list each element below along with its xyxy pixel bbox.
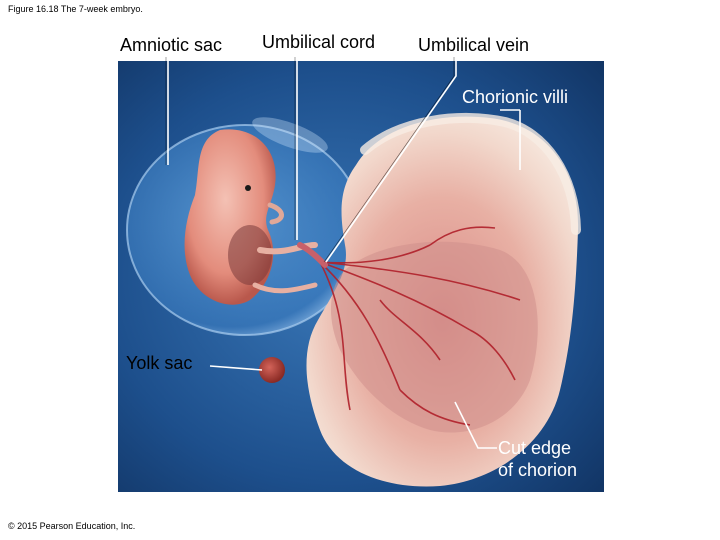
label-cut-edge-of-chorion (498, 437, 608, 481)
figure-caption: Figure 16.18 The 7-week embryo. (8, 4, 143, 14)
label-yolk-sac: Yolk sac (126, 353, 193, 373)
label-chorionic-villi: Chorionic villi (462, 87, 569, 107)
label-cut-edge-line2: of chorion (498, 460, 578, 480)
copyright-notice: © 2015 Pearson Education, Inc. (8, 521, 136, 531)
label-amniotic-sac: Amniotic sac (120, 35, 223, 55)
label-cut-edge-line1: Cut edge (498, 438, 572, 458)
label-umbilical-vein: Umbilical vein (418, 35, 530, 55)
label-umbilical-cord: Umbilical cord (262, 32, 376, 52)
yolk-sac-shape (259, 357, 285, 383)
